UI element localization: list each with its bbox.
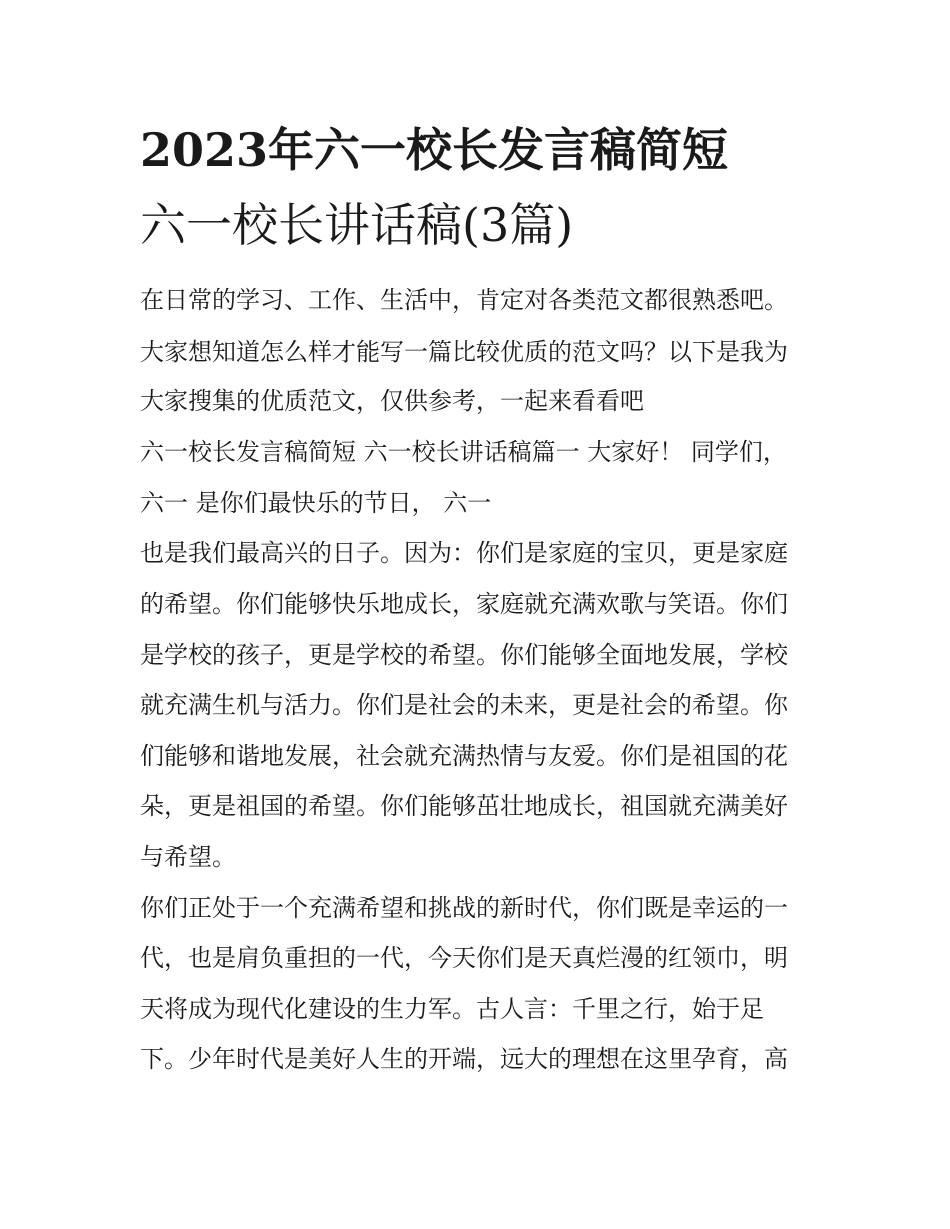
title-bold-part: 2023年六一校长发言稿简短: [140, 123, 729, 177]
body-line-8: 是学校的孩子，更是学校的希望。你们能够全面地发展，学校: [140, 641, 788, 669]
body-line-12: 与希望。: [140, 843, 236, 871]
document-title-line-2: 六一校长讲话稿(3篇): [140, 198, 574, 252]
body-line-15: 天将成为现代化建设的生力军。古人言：千里之行，始于足: [140, 995, 764, 1023]
body-line-6: 也是我们最高兴的日子。因为：你们是家庭的宝贝，更是家庭: [140, 539, 788, 567]
body-line-9: 就充满生机与活力。你们是社会的未来，更是社会的希望。你: [140, 691, 788, 719]
body-line-16: 下。少年时代是美好人生的开端，远大的理想在这里孕育，高: [140, 1045, 788, 1073]
body-line-13: 你们正处于一个充满希望和挑战的新时代，你们既是幸运的一: [140, 894, 788, 922]
body-line-10: 们能够和谐地发展，社会就充满热情与友爱。你们是祖国的花: [140, 742, 788, 770]
body-line-14: 代，也是肩负重担的一代，今天你们是天真烂漫的红领巾，明: [140, 944, 788, 972]
document-title-line-1: [140, 124, 840, 176]
body-line-2: 大家想知道怎么样才能写一篇比较优质的范文吗？以下是我为: [140, 338, 788, 366]
body-line-3: 大家搜集的优质范文，仅供参考，一起来看看吧: [140, 387, 644, 415]
body-line-11: 朵，更是祖国的希望。你们能够茁壮地成长，祖国就充满美好: [140, 792, 788, 820]
body-line-4: 六一校长发言稿简短 六一校长讲话稿篇一 大家好！ 同学们，: [140, 438, 787, 466]
body-line-1: 在日常的学习、工作、生活中，肯定对各类范文都很熟悉吧。: [140, 286, 788, 314]
body-line-7: 的希望。你们能够快乐地成长，家庭就充满欢歌与笑语。你们: [140, 590, 788, 618]
body-line-5: 六一 是你们最快乐的节日， 六一: [140, 489, 492, 517]
